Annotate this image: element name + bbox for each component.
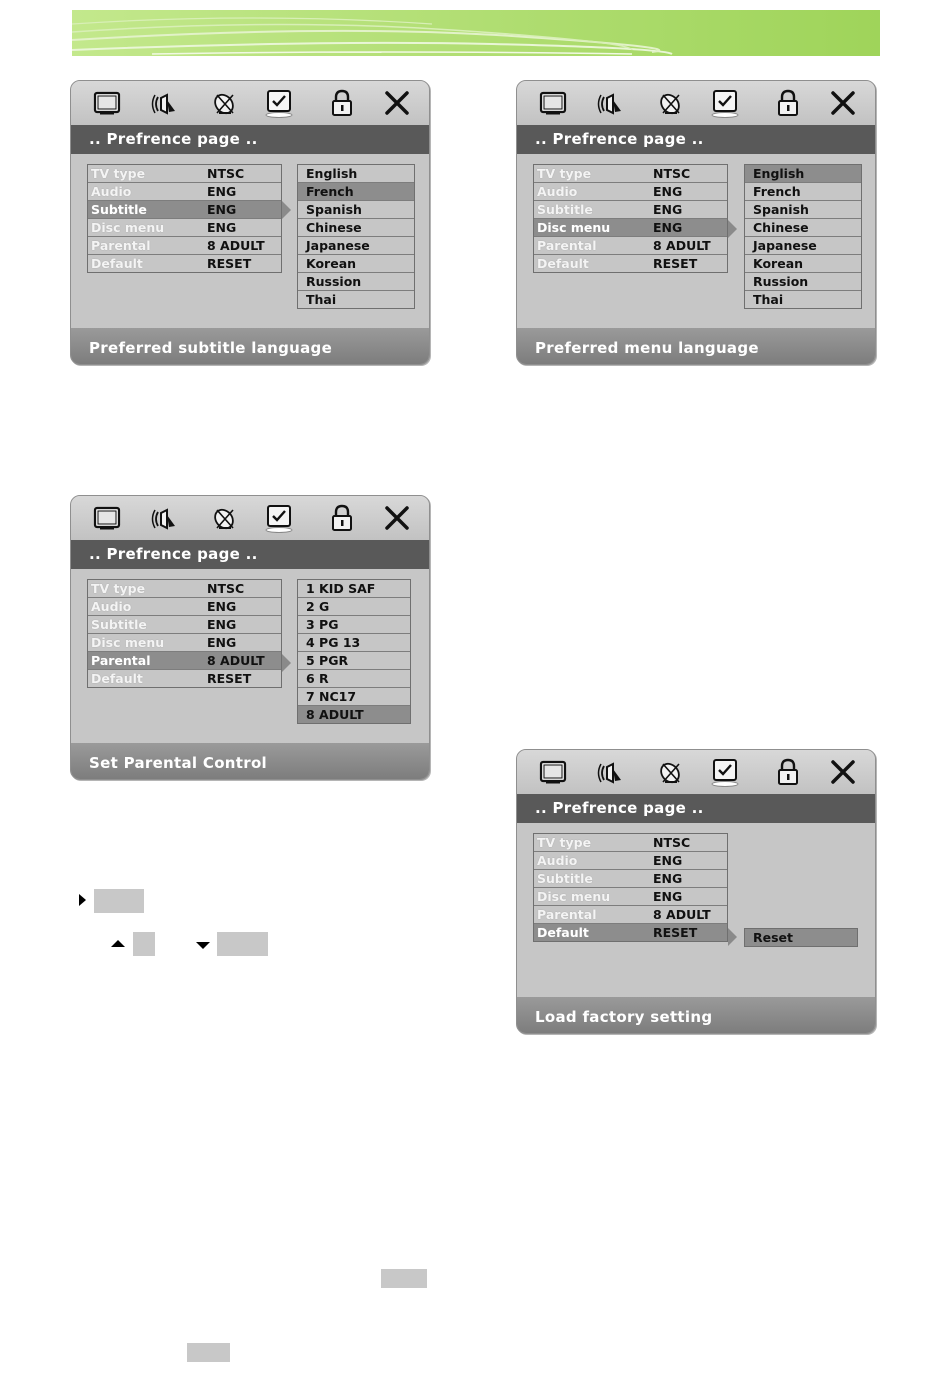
menu-row[interactable] <box>534 834 727 852</box>
option-item[interactable]: 8 ADULT <box>298 706 410 723</box>
menu-row[interactable] <box>534 219 727 237</box>
menu-label: Default <box>537 925 589 940</box>
down-arrow-icon <box>196 942 210 949</box>
preference-check-icon[interactable] <box>709 756 741 788</box>
menu-row[interactable] <box>88 634 281 652</box>
option-item[interactable]: 4 PG 13 <box>298 634 410 652</box>
satellite-dish-icon[interactable] <box>209 87 241 119</box>
menu-row[interactable] <box>88 255 281 272</box>
menu-value: RESET <box>653 256 698 271</box>
menu-row[interactable] <box>88 652 281 670</box>
menu-value: ENG <box>653 853 683 868</box>
padlock-icon[interactable] <box>772 87 804 119</box>
page-title: .. Prefrence page .. <box>71 125 429 154</box>
menu-label: Disc menu <box>91 220 165 235</box>
option-item[interactable]: 1 KID SAF <box>298 580 410 598</box>
menu-row[interactable] <box>88 616 281 634</box>
option-item[interactable]: 2 G <box>298 598 410 616</box>
option-item[interactable]: Korean <box>745 255 861 273</box>
key-placeholder-box <box>94 889 144 913</box>
menu-row[interactable] <box>88 580 281 598</box>
speaker-audio-icon[interactable] <box>595 756 627 788</box>
menu-language-list <box>744 164 862 309</box>
option-item[interactable]: Spanish <box>298 201 414 219</box>
tv-screen-icon[interactable] <box>537 87 569 119</box>
option-item[interactable]: Japanese <box>298 237 414 255</box>
menu-value: ENG <box>653 202 683 217</box>
menu-row[interactable] <box>88 670 281 687</box>
menu-label: Audio <box>91 599 132 614</box>
menu-value: 8 ADULT <box>207 653 265 668</box>
menu-value: ENG <box>207 202 237 217</box>
header-banner <box>72 10 880 56</box>
menu-row[interactable] <box>534 165 727 183</box>
menu-value: 8 ADULT <box>653 238 711 253</box>
option-item[interactable]: French <box>745 183 861 201</box>
subtitle-language-list <box>297 164 415 309</box>
key-placeholder-box <box>381 1269 427 1288</box>
tv-screen-icon[interactable] <box>91 502 123 534</box>
option-item[interactable]: 5 PGR <box>298 652 410 670</box>
settings-menu <box>533 833 728 942</box>
preference-check-icon[interactable] <box>709 87 741 119</box>
menu-label: Audio <box>91 184 132 199</box>
menu-label: Subtitle <box>91 617 147 632</box>
menu-label: Default <box>91 671 143 686</box>
option-item[interactable]: French <box>298 183 414 201</box>
status-text: Preferred menu language <box>517 328 875 364</box>
subtitle-language-panel <box>70 80 430 365</box>
menu-label: Parental <box>537 907 597 922</box>
menu-label: Parental <box>537 238 597 253</box>
menu-label: Audio <box>537 184 578 199</box>
menu-row[interactable] <box>534 237 727 255</box>
menu-row[interactable] <box>88 165 281 183</box>
option-item[interactable]: Thai <box>753 292 784 307</box>
menu-row[interactable] <box>88 201 281 219</box>
menu-row[interactable] <box>534 870 727 888</box>
option-item[interactable]: 7 NC17 <box>298 688 410 706</box>
menu-value: NTSC <box>207 581 245 596</box>
menu-value: NTSC <box>653 166 691 181</box>
menu-value: 8 ADULT <box>653 907 711 922</box>
menu-value: ENG <box>653 889 683 904</box>
menu-language-panel <box>516 80 876 365</box>
tv-screen-icon[interactable] <box>91 87 123 119</box>
menu-row[interactable] <box>534 201 727 219</box>
close-x-icon[interactable] <box>827 756 859 788</box>
page-title: .. Prefrence page .. <box>517 794 875 823</box>
menu-label: TV type <box>537 835 592 850</box>
padlock-icon[interactable] <box>326 502 358 534</box>
menu-label: Subtitle <box>91 202 147 217</box>
option-item[interactable]: Spanish <box>745 201 861 219</box>
option-item[interactable]: Russion <box>745 273 861 291</box>
option-item[interactable]: Russion <box>298 273 414 291</box>
preference-check-icon[interactable] <box>263 87 295 119</box>
menu-label: Default <box>91 256 143 271</box>
parental-control-panel <box>70 495 430 780</box>
menu-row[interactable] <box>534 906 727 924</box>
menu-label: TV type <box>91 581 146 596</box>
menu-label: Subtitle <box>537 871 593 886</box>
padlock-icon[interactable] <box>326 87 358 119</box>
option-item[interactable]: 3 PG <box>298 616 410 634</box>
submenu-arrow-icon <box>728 220 737 238</box>
menu-value: ENG <box>207 635 237 650</box>
speaker-audio-icon[interactable] <box>149 502 181 534</box>
option-item[interactable]: Thai <box>306 292 337 307</box>
preference-check-icon[interactable] <box>263 502 295 534</box>
menu-label: Disc menu <box>537 889 611 904</box>
menu-value: ENG <box>653 220 683 235</box>
submenu-arrow-icon <box>728 928 737 946</box>
menu-value: ENG <box>207 184 237 199</box>
toolbar <box>517 750 875 794</box>
menu-row[interactable] <box>534 888 727 906</box>
menu-label: Subtitle <box>537 202 593 217</box>
speaker-audio-icon[interactable] <box>595 87 627 119</box>
tv-screen-icon[interactable] <box>537 756 569 788</box>
menu-label: TV type <box>91 166 146 181</box>
menu-value: NTSC <box>653 835 691 850</box>
page-title: .. Prefrence page .. <box>517 125 875 154</box>
settings-menu <box>533 164 728 273</box>
settings-menu <box>87 579 282 688</box>
satellite-dish-icon[interactable] <box>209 502 241 534</box>
play-right-icon <box>79 894 86 906</box>
menu-row[interactable] <box>88 237 281 255</box>
option-item[interactable]: Reset <box>745 929 857 946</box>
menu-row[interactable] <box>88 183 281 201</box>
option-item[interactable]: Chinese <box>745 219 861 237</box>
menu-label: Disc menu <box>537 220 611 235</box>
reset-option-list <box>744 928 858 947</box>
page-title: .. Prefrence page .. <box>71 540 429 569</box>
satellite-dish-icon[interactable] <box>655 87 687 119</box>
satellite-dish-icon[interactable] <box>655 756 687 788</box>
menu-label: Disc menu <box>91 635 165 650</box>
close-x-icon[interactable] <box>381 502 413 534</box>
menu-row[interactable] <box>534 183 727 201</box>
menu-value: RESET <box>207 256 252 271</box>
key-placeholder-box <box>217 932 268 956</box>
menu-row[interactable] <box>534 255 727 272</box>
menu-row[interactable] <box>534 924 727 941</box>
menu-label: Parental <box>91 653 151 668</box>
status-text: Load factory setting <box>517 997 875 1033</box>
menu-label: Audio <box>537 853 578 868</box>
menu-value: ENG <box>653 184 683 199</box>
submenu-arrow-icon <box>282 201 291 219</box>
menu-value: ENG <box>207 599 237 614</box>
menu-value: ENG <box>653 871 683 886</box>
option-item[interactable]: Japanese <box>745 237 861 255</box>
menu-label: TV type <box>537 166 592 181</box>
status-text: Preferred subtitle language <box>71 328 429 364</box>
submenu-arrow-icon <box>282 654 291 672</box>
settings-menu <box>87 164 282 273</box>
speaker-audio-icon[interactable] <box>149 87 181 119</box>
menu-row[interactable] <box>534 852 727 870</box>
status-text: Set Parental Control <box>71 743 429 779</box>
menu-row[interactable] <box>88 598 281 616</box>
menu-value: 8 ADULT <box>207 238 265 253</box>
option-item[interactable]: Korean <box>298 255 414 273</box>
menu-value: RESET <box>653 925 698 940</box>
key-placeholder-box <box>187 1343 230 1362</box>
key-placeholder-box <box>133 932 155 956</box>
toolbar <box>71 496 429 540</box>
menu-value: NTSC <box>207 166 245 181</box>
menu-value: RESET <box>207 671 252 686</box>
parental-rating-list <box>297 579 411 724</box>
menu-value: ENG <box>207 617 237 632</box>
option-item[interactable]: English <box>745 165 861 183</box>
option-item[interactable]: Chinese <box>298 219 414 237</box>
up-arrow-icon <box>111 940 125 947</box>
close-x-icon[interactable] <box>827 87 859 119</box>
padlock-icon[interactable] <box>772 756 804 788</box>
option-item[interactable]: English <box>298 165 414 183</box>
menu-label: Default <box>537 256 589 271</box>
menu-row[interactable] <box>88 219 281 237</box>
menu-value: ENG <box>207 220 237 235</box>
toolbar <box>71 81 429 125</box>
option-item[interactable]: 6 R <box>298 670 410 688</box>
close-x-icon[interactable] <box>381 87 413 119</box>
factory-reset-panel <box>516 749 876 1034</box>
toolbar <box>517 81 875 125</box>
menu-label: Parental <box>91 238 151 253</box>
